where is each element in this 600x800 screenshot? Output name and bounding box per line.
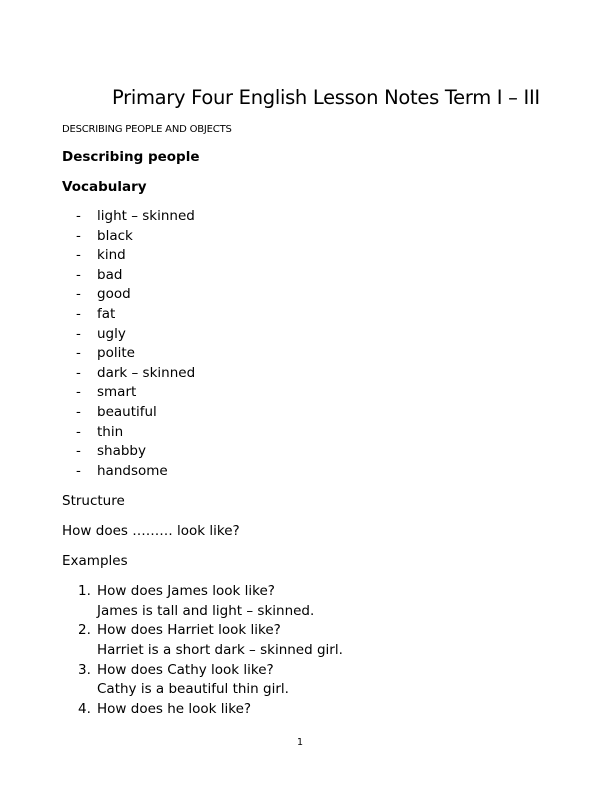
list-dash: - [76, 345, 81, 362]
vocabulary-word: light – skinned [97, 208, 195, 224]
vocabulary-word: dark – skinned [97, 364, 196, 381]
vocabulary-word: fat [97, 305, 116, 322]
vocabulary-word: shabby [97, 443, 146, 460]
list-dash: - [76, 403, 81, 420]
example-question: How does James look like? [97, 583, 275, 599]
list-dash: - [76, 208, 81, 224]
example-answer: Harriet is a short dark – skinned girl. [97, 641, 343, 658]
section-heading: DESCRIBING PEOPLE AND OBJECTS [62, 124, 232, 135]
list-dash: - [76, 227, 81, 244]
list-dash: - [76, 443, 81, 460]
list-dash: - [76, 286, 81, 303]
subheading-vocabulary: Vocabulary [62, 179, 147, 195]
structure-label: Structure [62, 493, 125, 509]
list-dash: - [76, 462, 81, 479]
vocabulary-word: black [97, 227, 133, 244]
list-dash: - [76, 325, 81, 342]
structure-pattern: How does ……… look like? [62, 523, 240, 539]
vocabulary-word: good [97, 286, 131, 303]
vocabulary-word: kind [97, 247, 126, 264]
vocabulary-word: bad [97, 266, 123, 283]
example-number: 2. [78, 622, 91, 639]
example-number: 4. [78, 700, 91, 717]
examples-label: Examples [62, 553, 128, 569]
subheading-describing-people: Describing people [62, 149, 200, 165]
example-question: How does Harriet look like? [97, 622, 281, 639]
vocabulary-word: beautiful [97, 403, 157, 420]
vocabulary-word: polite [97, 345, 135, 362]
example-number: 1. [78, 583, 91, 599]
document-title: Primary Four English Lesson Notes Term I – III [112, 86, 540, 109]
list-dash: - [76, 364, 81, 381]
page-number: 1 [296, 737, 304, 748]
list-dash: - [76, 247, 81, 264]
list-dash: - [76, 266, 81, 283]
vocabulary-word: ugly [97, 325, 126, 342]
example-question: How does he look like? [97, 700, 252, 717]
example-answer: Cathy is a beautiful thin girl. [97, 681, 289, 698]
list-dash: - [76, 305, 81, 322]
vocabulary-word: thin [97, 423, 124, 440]
example-answer: James is tall and light – skinned. [97, 602, 315, 619]
example-question: How does Cathy look like? [97, 661, 274, 678]
vocabulary-word: handsome [97, 462, 168, 479]
vocabulary-word: smart [97, 384, 137, 401]
list-dash: - [76, 423, 81, 440]
example-number: 3. [78, 661, 91, 678]
list-dash: - [76, 384, 81, 401]
